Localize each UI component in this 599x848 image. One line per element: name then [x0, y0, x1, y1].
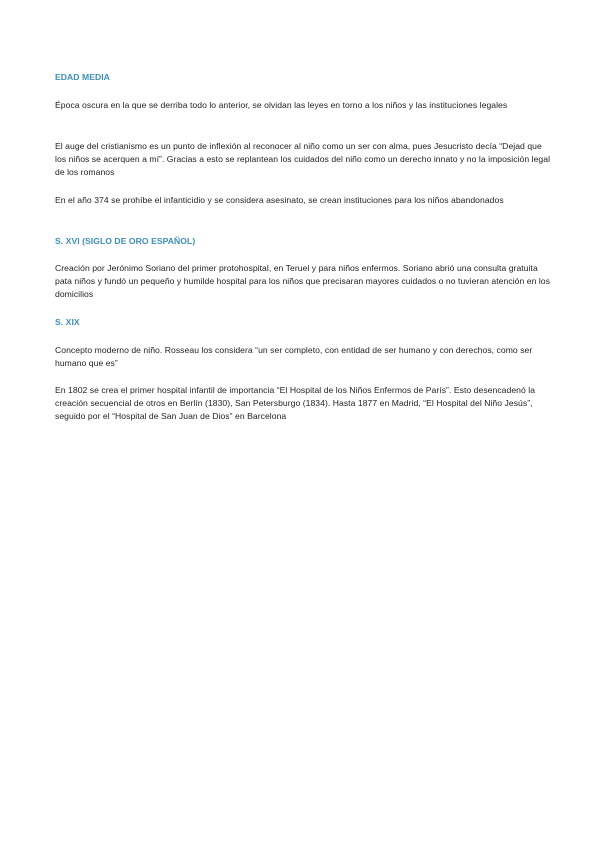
paragraph: El auge del cristianismo es un punto de inflexión al reconocer al niño como un ser con alma, pues Jesucristo decía “Dejad que los niños se acerquen a mí”. Gracias a esto se replantean los cuidados del niño como un derecho innato y no la imposición legal de los romanos	[55, 141, 551, 177]
paragraph: En el año 374 se prohíbe el infanticidio y se considera asesinato, se crean instituciones para los niños abandonados	[55, 195, 504, 205]
paragraph: Creación por Jerónimo Soriano del primer protohospital, en Teruel y para niños enfermos. Soriano abrió una consulta gratuita pata niños y fundó un pequeño y humilde hospital para los niños que precisaran mayores cuidados o no tuvieran atención en los domicilios	[55, 263, 550, 299]
section-heading-edad-media: EDAD MEDIA	[55, 72, 110, 82]
section-heading-siglo-xvi: S. XVI (SIGLO DE ORO ESPAÑOL)	[55, 236, 196, 246]
paragraph: En 1802 se crea el primer hospital infantil de importancia “El Hospital de los Niños Enfermos de París”. Esto desencadenó la creación secuencial de otros en Berlín (1830), San Petersburgo (1834). Hasta 1877 en Madrid, “El Hospital del Niño Jesús”, seguido por el “Hospital de San Juan de Dios” en Barcelona	[55, 385, 536, 421]
section-heading-siglo-xix: S. XIX	[55, 317, 80, 327]
paragraph: Concepto moderno de niño. Rosseau los considera “un ser completo, con entidad de ser humano y con derechos, como ser humano que es”	[55, 345, 533, 368]
paragraph: Época oscura en la que se derriba todo lo anterior, se olvidan las leyes en torno a los niños y las instituciones legales	[55, 100, 508, 110]
